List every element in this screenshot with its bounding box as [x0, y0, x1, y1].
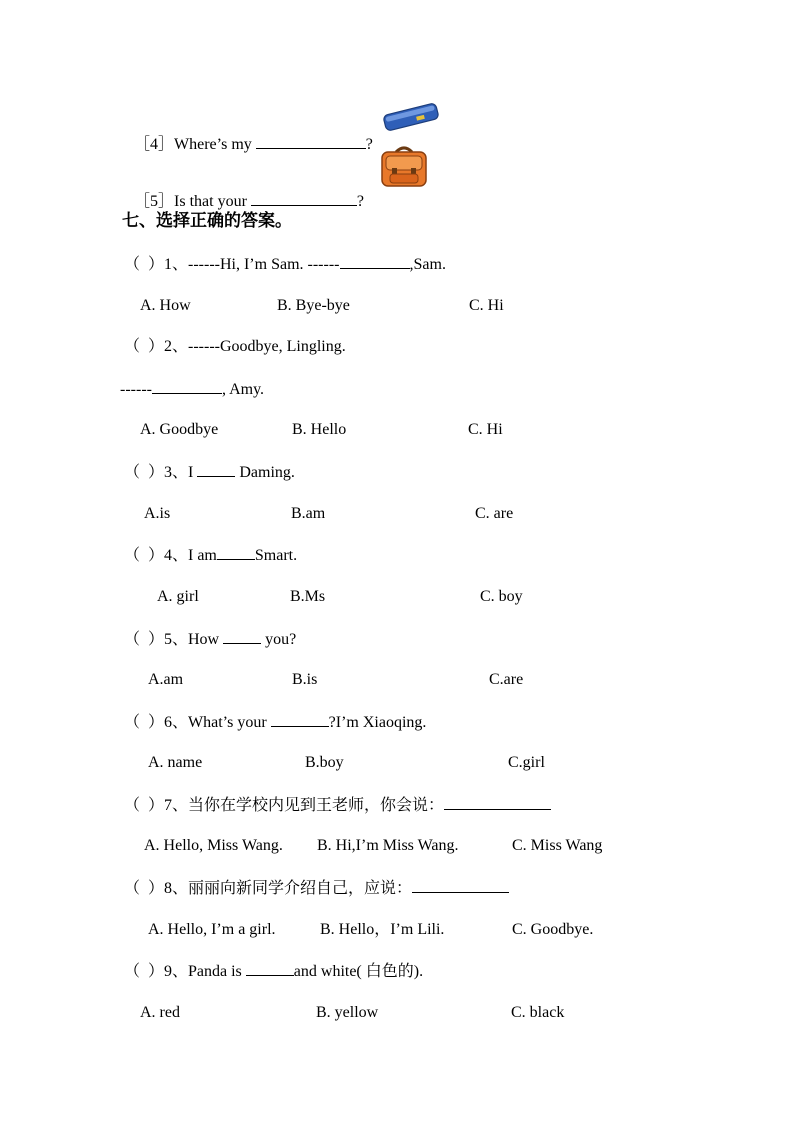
- option-a[interactable]: A. girl: [157, 588, 199, 605]
- question-4: [124, 545, 297, 566]
- question-5: [124, 629, 296, 650]
- option-a[interactable]: A. name: [148, 754, 203, 771]
- option-b[interactable]: B.is: [292, 671, 318, 688]
- question-3: [124, 462, 295, 483]
- question-8: [124, 878, 509, 899]
- question-mark: ?: [356, 193, 364, 210]
- question-text: （ ）8、丽丽向新同学介绍自己，应说：: [124, 880, 413, 897]
- option-c[interactable]: C. Goodbye.: [512, 921, 594, 938]
- question-text-end: Daming.: [235, 464, 295, 481]
- option-a[interactable]: A. red: [140, 1004, 180, 1021]
- question-2-line2: [120, 379, 264, 400]
- answer-blank[interactable]: [152, 379, 222, 394]
- option-c[interactable]: C. Miss Wang: [512, 837, 603, 854]
- option-a[interactable]: A.am: [148, 671, 184, 688]
- option-b[interactable]: B. yellow: [316, 1004, 379, 1021]
- option-b[interactable]: B. Bye-bye: [277, 297, 350, 314]
- option-c[interactable]: C. are: [475, 505, 514, 522]
- pencil-case-icon: [380, 100, 442, 134]
- question-9: [124, 961, 423, 982]
- fill-in-5: [126, 171, 364, 212]
- item-number: ［4］: [134, 136, 175, 153]
- answer-blank[interactable]: [223, 629, 261, 644]
- option-a[interactable]: A. Goodbye: [140, 421, 219, 438]
- option-a[interactable]: A. Hello, I’m a girl.: [148, 921, 276, 938]
- option-a[interactable]: A. Hello, Miss Wang.: [144, 837, 283, 854]
- option-c[interactable]: C. Hi: [468, 421, 503, 438]
- question-text-end: , Amy.: [221, 381, 265, 398]
- question-text: （ ）6、What’s your: [124, 714, 271, 731]
- answer-blank[interactable]: [246, 961, 294, 976]
- option-c[interactable]: C. black: [511, 1004, 565, 1021]
- item-text: Is that your: [174, 193, 247, 210]
- option-c[interactable]: C.girl: [508, 754, 545, 771]
- answer-blank[interactable]: [197, 462, 235, 477]
- option-b[interactable]: B. Hello: [292, 421, 347, 438]
- question-text-end: you?: [261, 631, 297, 648]
- question-text: ------: [120, 381, 152, 398]
- option-b[interactable]: B. Hi,I’m Miss Wang.: [317, 837, 459, 854]
- option-b[interactable]: B.boy: [305, 754, 344, 771]
- question-text: （ ）5、How: [124, 631, 224, 648]
- question-text: （ ）7、当你在学校内见到王老师，你会说：: [124, 797, 445, 814]
- answer-blank[interactable]: [217, 545, 255, 560]
- item-number: ［5］: [134, 193, 175, 210]
- question-text: （ ）9、Panda is: [124, 963, 246, 980]
- option-b[interactable]: B.Ms: [290, 588, 326, 605]
- question-7: [124, 795, 551, 816]
- answer-blank[interactable]: [412, 878, 509, 893]
- option-a[interactable]: A.is: [144, 505, 171, 522]
- question-text-end: ,Sam.: [409, 256, 446, 273]
- question-2: （ ）2、------Goodbye, Lingling.: [124, 338, 346, 355]
- section-title: 七、选择正确的答案。: [122, 211, 292, 230]
- option-c[interactable]: C. Hi: [469, 297, 504, 314]
- option-c[interactable]: C. boy: [480, 588, 523, 605]
- fill-in-4: [126, 114, 373, 155]
- option-b[interactable]: B.am: [291, 505, 326, 522]
- item-text: Where’s my: [174, 136, 252, 153]
- schoolbag-icon: [376, 144, 432, 190]
- answer-blank[interactable]: [444, 795, 551, 810]
- answer-blank[interactable]: [256, 134, 366, 149]
- option-a[interactable]: A. How: [140, 297, 191, 314]
- answer-blank[interactable]: [271, 712, 329, 727]
- question-1: [124, 254, 446, 275]
- answer-blank[interactable]: [340, 254, 410, 269]
- option-c[interactable]: C.are: [489, 671, 524, 688]
- question-mark: ?: [365, 136, 373, 153]
- question-text: （ ）3、I: [124, 464, 198, 481]
- question-text-end: ?I’m Xiaoqing.: [328, 714, 427, 731]
- question-text-end: Smart.: [254, 547, 298, 564]
- question-6: [124, 712, 426, 733]
- answer-blank[interactable]: [251, 191, 357, 206]
- question-text: （ ）4、I am: [124, 547, 217, 564]
- question-text-end: and white( 白色的).: [293, 963, 424, 980]
- question-text: （ ）1、------Hi, I’m Sam. ------: [124, 256, 340, 273]
- option-b[interactable]: B. Hello，I’m Lili.: [320, 921, 445, 938]
